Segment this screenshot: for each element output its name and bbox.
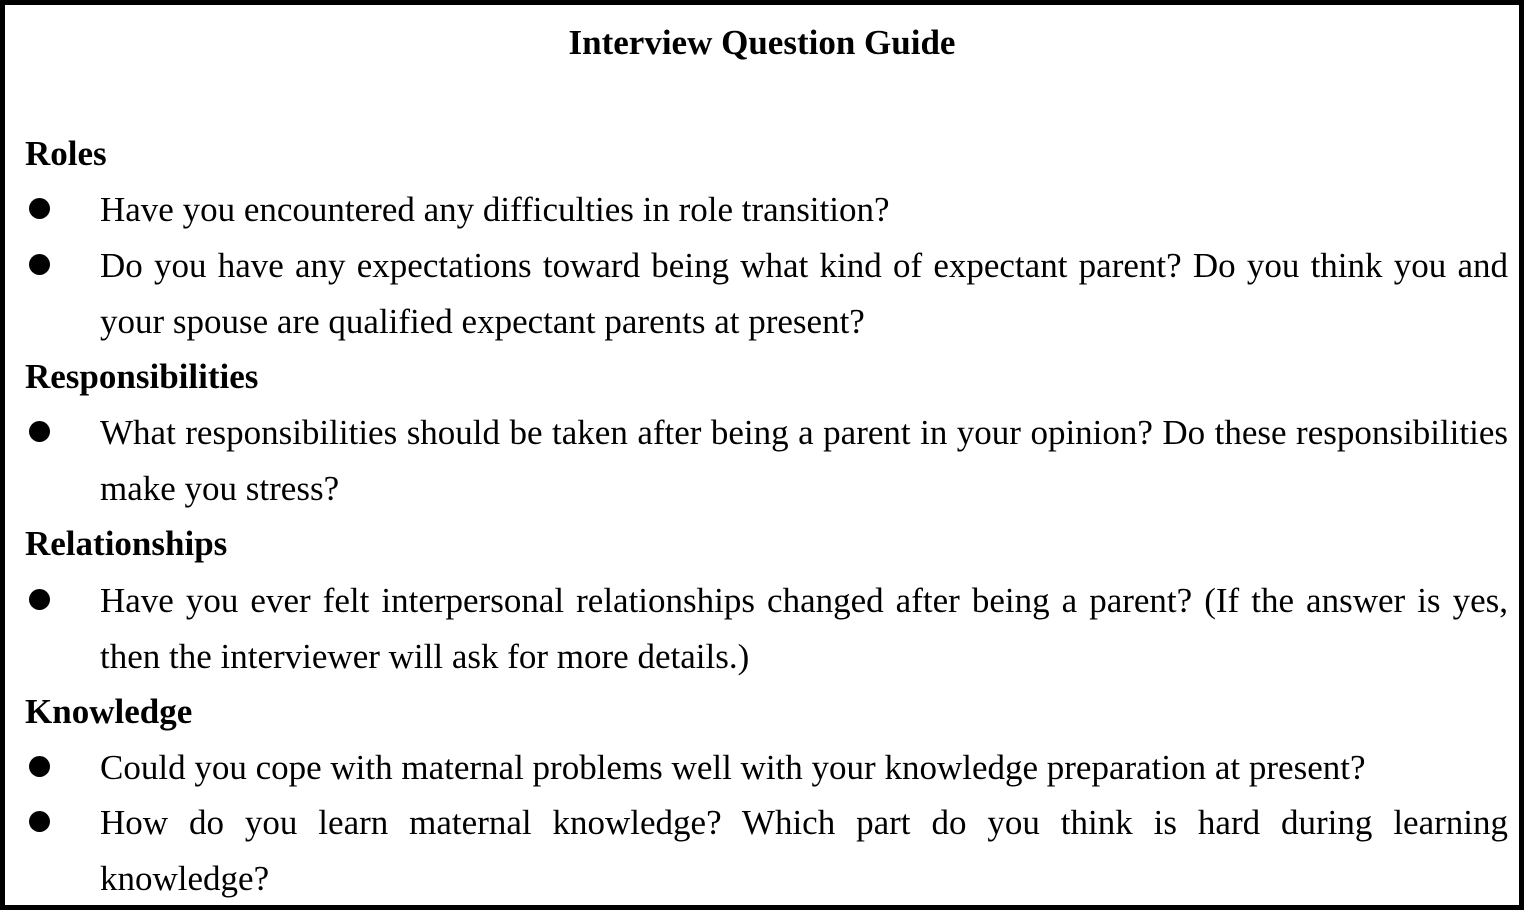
section-heading-knowledge: Knowledge xyxy=(25,692,193,731)
question-roles-1: Have you encountered any difficulties in role transition? xyxy=(100,190,890,229)
section-heading-relationships: Relationships xyxy=(25,524,228,563)
question-responsibilities-1: What responsibilities should be taken after being a parent in your opinion? Do these responsibilities make you stress? xyxy=(100,413,1508,508)
question-knowledge-2: How do you learn maternal knowledge? Which part do you think is hard during learning knowledge? xyxy=(100,803,1508,898)
bullet-icon xyxy=(29,811,50,832)
bullet-icon xyxy=(29,589,50,610)
section-heading-roles: Roles xyxy=(25,134,107,173)
question-roles-2: Do you have any expectations toward being what kind of expectant parent? Do you think you and your spouse are qualified expectant parents at present? xyxy=(100,246,1508,341)
bullet-icon xyxy=(29,198,50,219)
bullet-icon xyxy=(29,421,50,442)
bullet-icon xyxy=(29,756,50,777)
document-title: Interview Question Guide xyxy=(568,23,956,62)
question-relationships-1: Have you ever felt interpersonal relationships changed after being a parent? (If the answer is yes, then the interviewer will ask for more details.) xyxy=(100,581,1508,676)
question-knowledge-1: Could you cope with maternal problems well with your knowledge preparation at present? xyxy=(100,748,1366,787)
bullet-icon xyxy=(29,254,50,275)
section-heading-responsibilities: Responsibilities xyxy=(25,357,259,396)
